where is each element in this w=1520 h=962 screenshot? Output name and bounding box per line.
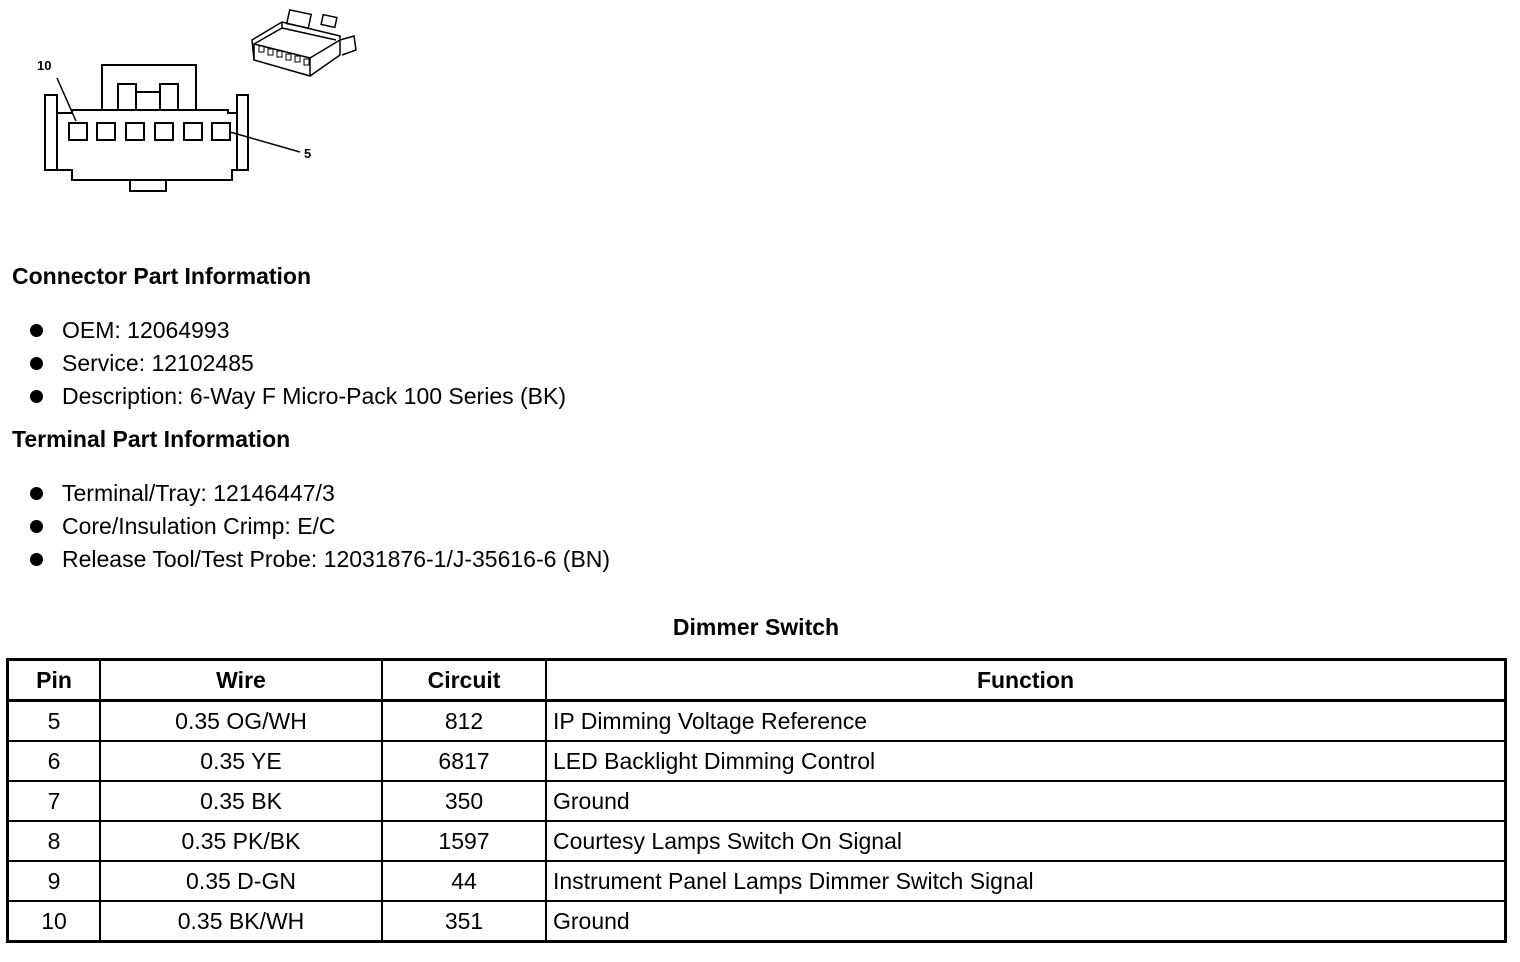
cell-wire: 0.35 YE — [100, 741, 382, 781]
cell-function: Instrument Panel Lamps Dimmer Switch Signal — [546, 861, 1506, 901]
cell-wire: 0.35 D-GN — [100, 861, 382, 901]
pin-label-10: 10 — [37, 58, 52, 73]
list-item-text: Release Tool/Test Probe: 12031876-1/J-35616-6 (BN) — [62, 546, 611, 572]
cell-wire: 0.35 OG/WH — [100, 701, 382, 742]
cell-circuit: 350 — [382, 781, 546, 821]
list-item — [28, 512, 610, 545]
table-header-row — [8, 660, 1506, 701]
cell-function: Courtesy Lamps Switch On Signal — [546, 821, 1506, 861]
table-row — [8, 701, 1506, 742]
list-item-text: Core/Insulation Crimp: E/C — [62, 513, 336, 539]
table-row — [8, 821, 1506, 861]
bullet-icon — [30, 520, 43, 533]
list-item — [28, 316, 566, 349]
cell-function: LED Backlight Dimming Control — [546, 741, 1506, 781]
column-header-circuit: Circuit — [382, 660, 546, 701]
terminal-cavities — [69, 123, 230, 140]
column-header-wire: Wire — [100, 660, 382, 701]
cell-function: Ground — [546, 781, 1506, 821]
table-title: Dimmer Switch — [672, 614, 840, 640]
list-item-text: Service: 12102485 — [62, 350, 254, 376]
cell-circuit: 44 — [382, 861, 546, 901]
list-item — [28, 479, 610, 512]
latch-tab-right — [160, 84, 178, 110]
list-item — [28, 545, 610, 578]
cell-wire: 0.35 PK/BK — [100, 821, 382, 861]
list-item-text: Description: 6-Way F Micro-Pack 100 Series (BK) — [62, 383, 567, 409]
list-item — [28, 349, 566, 382]
connector-part-information-list — [28, 316, 566, 415]
cell-function: IP Dimming Voltage Reference — [546, 701, 1506, 742]
cell-function: Ground — [546, 901, 1506, 942]
leader-line-pin-10 — [57, 78, 76, 121]
table-row — [8, 901, 1506, 942]
cell-pin: 8 — [8, 821, 101, 861]
connector-latch — [102, 65, 196, 110]
column-header-function: Function — [546, 660, 1506, 701]
pin-label-5: 5 — [304, 146, 312, 161]
bullet-icon — [30, 487, 43, 500]
connector-housing — [45, 95, 248, 180]
leader-line-pin-5 — [230, 132, 300, 152]
table-row — [8, 741, 1506, 781]
bullet-icon — [30, 390, 43, 403]
list-item — [28, 382, 566, 415]
list-item-text: OEM: 12064993 — [62, 317, 230, 343]
latch-tab-left — [118, 84, 136, 110]
connector-part-information-heading: Connector Part Information — [12, 263, 312, 289]
connector-key — [130, 180, 166, 191]
list-item-text: Terminal/Tray: 12146447/3 — [62, 480, 335, 506]
terminal-part-information-heading: Terminal Part Information — [12, 426, 291, 452]
cell-circuit: 812 — [382, 701, 546, 742]
bullet-icon — [30, 553, 43, 566]
cell-circuit: 351 — [382, 901, 546, 942]
bullet-icon — [30, 357, 43, 370]
pinout-table — [6, 658, 1507, 943]
column-header-pin: Pin — [8, 660, 101, 701]
cell-pin: 9 — [8, 861, 101, 901]
connector-face-diagram — [0, 0, 400, 210]
connector-isometric-view — [252, 10, 356, 76]
table-row — [8, 861, 1506, 901]
bullet-icon — [30, 324, 43, 337]
cell-circuit: 1597 — [382, 821, 546, 861]
cell-circuit: 6817 — [382, 741, 546, 781]
cell-pin: 7 — [8, 781, 101, 821]
cell-pin: 10 — [8, 901, 101, 942]
terminal-part-information-list — [28, 479, 610, 578]
cell-pin: 5 — [8, 701, 101, 742]
table-row — [8, 781, 1506, 821]
cell-wire: 0.35 BK/WH — [100, 901, 382, 942]
cell-pin: 6 — [8, 741, 101, 781]
cell-wire: 0.35 BK — [100, 781, 382, 821]
